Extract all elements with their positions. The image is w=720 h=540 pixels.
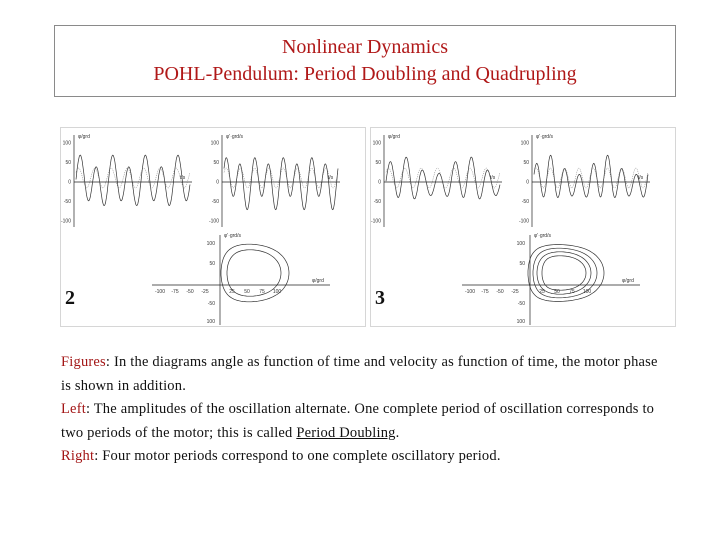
plot2-tick-label: 100 — [520, 140, 529, 147]
plot2-ylabel: φ'·grd/s — [536, 134, 553, 140]
plot2-tick-label: 0 — [216, 179, 219, 186]
plot2-tick-label: 100 — [210, 140, 219, 147]
plot1-tick-label: -100 — [60, 218, 71, 225]
phase-xtick-label: -50 — [496, 289, 504, 295]
caption-right-label: Right — [61, 448, 95, 464]
figure-right-graphic — [370, 127, 676, 327]
phase-xtick-label: -100 — [464, 289, 476, 295]
phase-xtick-label: 100 — [582, 289, 592, 295]
phase-xtick-label: -100 — [154, 289, 166, 295]
caption — [61, 351, 671, 469]
phase-xlabel: φ/grd — [622, 278, 634, 284]
phase-xlabel: φ/grd — [312, 278, 324, 284]
figure-panel-left — [60, 127, 366, 327]
phase-xtick-label: -75 — [481, 289, 489, 295]
phase-xtick-label: -50 — [186, 289, 194, 295]
plot1-ylabel: φ/grd — [78, 134, 90, 140]
caption-left-text: : The amplitudes of the oscillation alternate. One complete period of oscillation corresponds to two periods of the motor; this is called — [61, 401, 655, 441]
phase-ytick-label: -50 — [517, 301, 525, 307]
phase-xtick-label: 25 — [229, 289, 235, 295]
plot1-tick-label: -100 — [370, 218, 381, 225]
phase-xtick-label: -25 — [201, 289, 209, 295]
phase-ytick-label: 100 — [206, 319, 215, 325]
figure-left-graphic — [60, 127, 366, 327]
phase-ylabel: φ'·grd/s — [534, 233, 551, 239]
caption-period-doubling: Period Doubling — [296, 424, 396, 441]
plot1-oscillation-curve — [76, 155, 190, 206]
caption-figures-label: Figures — [61, 354, 106, 370]
plot1-tick-label: 100 — [372, 140, 381, 147]
phase-xtick-label: -75 — [171, 289, 179, 295]
phase-xtick-label: 75 — [259, 289, 265, 295]
plot2-oscillation-curve — [224, 158, 338, 210]
caption-right-text: : Four motor periods correspond to one complete oscillatory period. — [94, 448, 501, 464]
plot2-oscillation-curve — [534, 155, 648, 197]
plot1-tick-label: -50 — [63, 199, 71, 206]
phase-ytick-label: -50 — [207, 301, 215, 307]
phase-xtick-label: 25 — [539, 289, 545, 295]
plot1-tick-label: 0 — [378, 179, 381, 186]
plot1-ylabel: φ/grd — [388, 134, 400, 140]
phase-ytick-label: 50 — [209, 261, 215, 267]
plot2-tick-label: -50 — [211, 199, 219, 206]
plot2-xlabel: t/s — [638, 175, 644, 181]
plot2-ylabel: φ'·grd/s — [226, 134, 243, 140]
plot1-tick-label: 100 — [62, 140, 71, 147]
phase-ylabel: φ'·grd/s — [224, 233, 241, 239]
plot2-tick-label: -100 — [208, 218, 219, 225]
plot2-tick-label: 50 — [523, 159, 529, 166]
phase-trajectory-loop — [227, 250, 281, 296]
phase-trajectory-loop — [537, 252, 591, 294]
caption-left-end: . — [395, 424, 400, 441]
figure-frame — [61, 128, 366, 327]
plot1-xlabel: t/s — [180, 175, 186, 181]
plot2-xlabel: t/s — [328, 175, 334, 181]
plot2-tick-label: -100 — [518, 218, 529, 225]
page-subtitle: POHL-Pendulum: Period Doubling and Quadrupling — [153, 63, 577, 85]
figure-number-left: 2 — [65, 287, 75, 309]
phase-ytick-label: 100 — [516, 241, 525, 247]
phase-ytick-label: 50 — [519, 261, 525, 267]
plot2-tick-label: -50 — [521, 199, 529, 206]
phase-xtick-label: 50 — [554, 289, 560, 295]
plot1-xlabel: t/s — [490, 175, 496, 181]
phase-ytick-label: 100 — [206, 241, 215, 247]
phase-xtick-label: 50 — [244, 289, 250, 295]
phase-xtick-label: 100 — [272, 289, 282, 295]
plot1-oscillation-curve — [386, 157, 500, 199]
phase-xtick-label: 75 — [569, 289, 575, 295]
plot2-tick-label: 50 — [213, 159, 219, 166]
plot1-tick-label: -50 — [373, 199, 381, 206]
plot1-tick-label: 50 — [65, 159, 71, 166]
title-box — [54, 25, 676, 97]
plot2-motor-curve — [534, 168, 648, 188]
plot1-tick-label: 50 — [375, 159, 381, 166]
plot1-tick-label: 0 — [68, 179, 71, 186]
page-title: Nonlinear Dynamics — [281, 36, 449, 58]
caption-left-label: Left — [61, 401, 86, 417]
figure-frame — [371, 128, 676, 327]
caption-figures-text: : In the diagrams angle as function of time and velocity as function of time, the motor phase is shown in addition. — [61, 354, 658, 394]
phase-ytick-label: 100 — [516, 319, 525, 325]
figure-number-right: 3 — [375, 287, 385, 309]
figure-panel-right — [370, 127, 676, 327]
phase-xtick-label: -25 — [511, 289, 519, 295]
plot2-tick-label: 0 — [526, 179, 529, 186]
